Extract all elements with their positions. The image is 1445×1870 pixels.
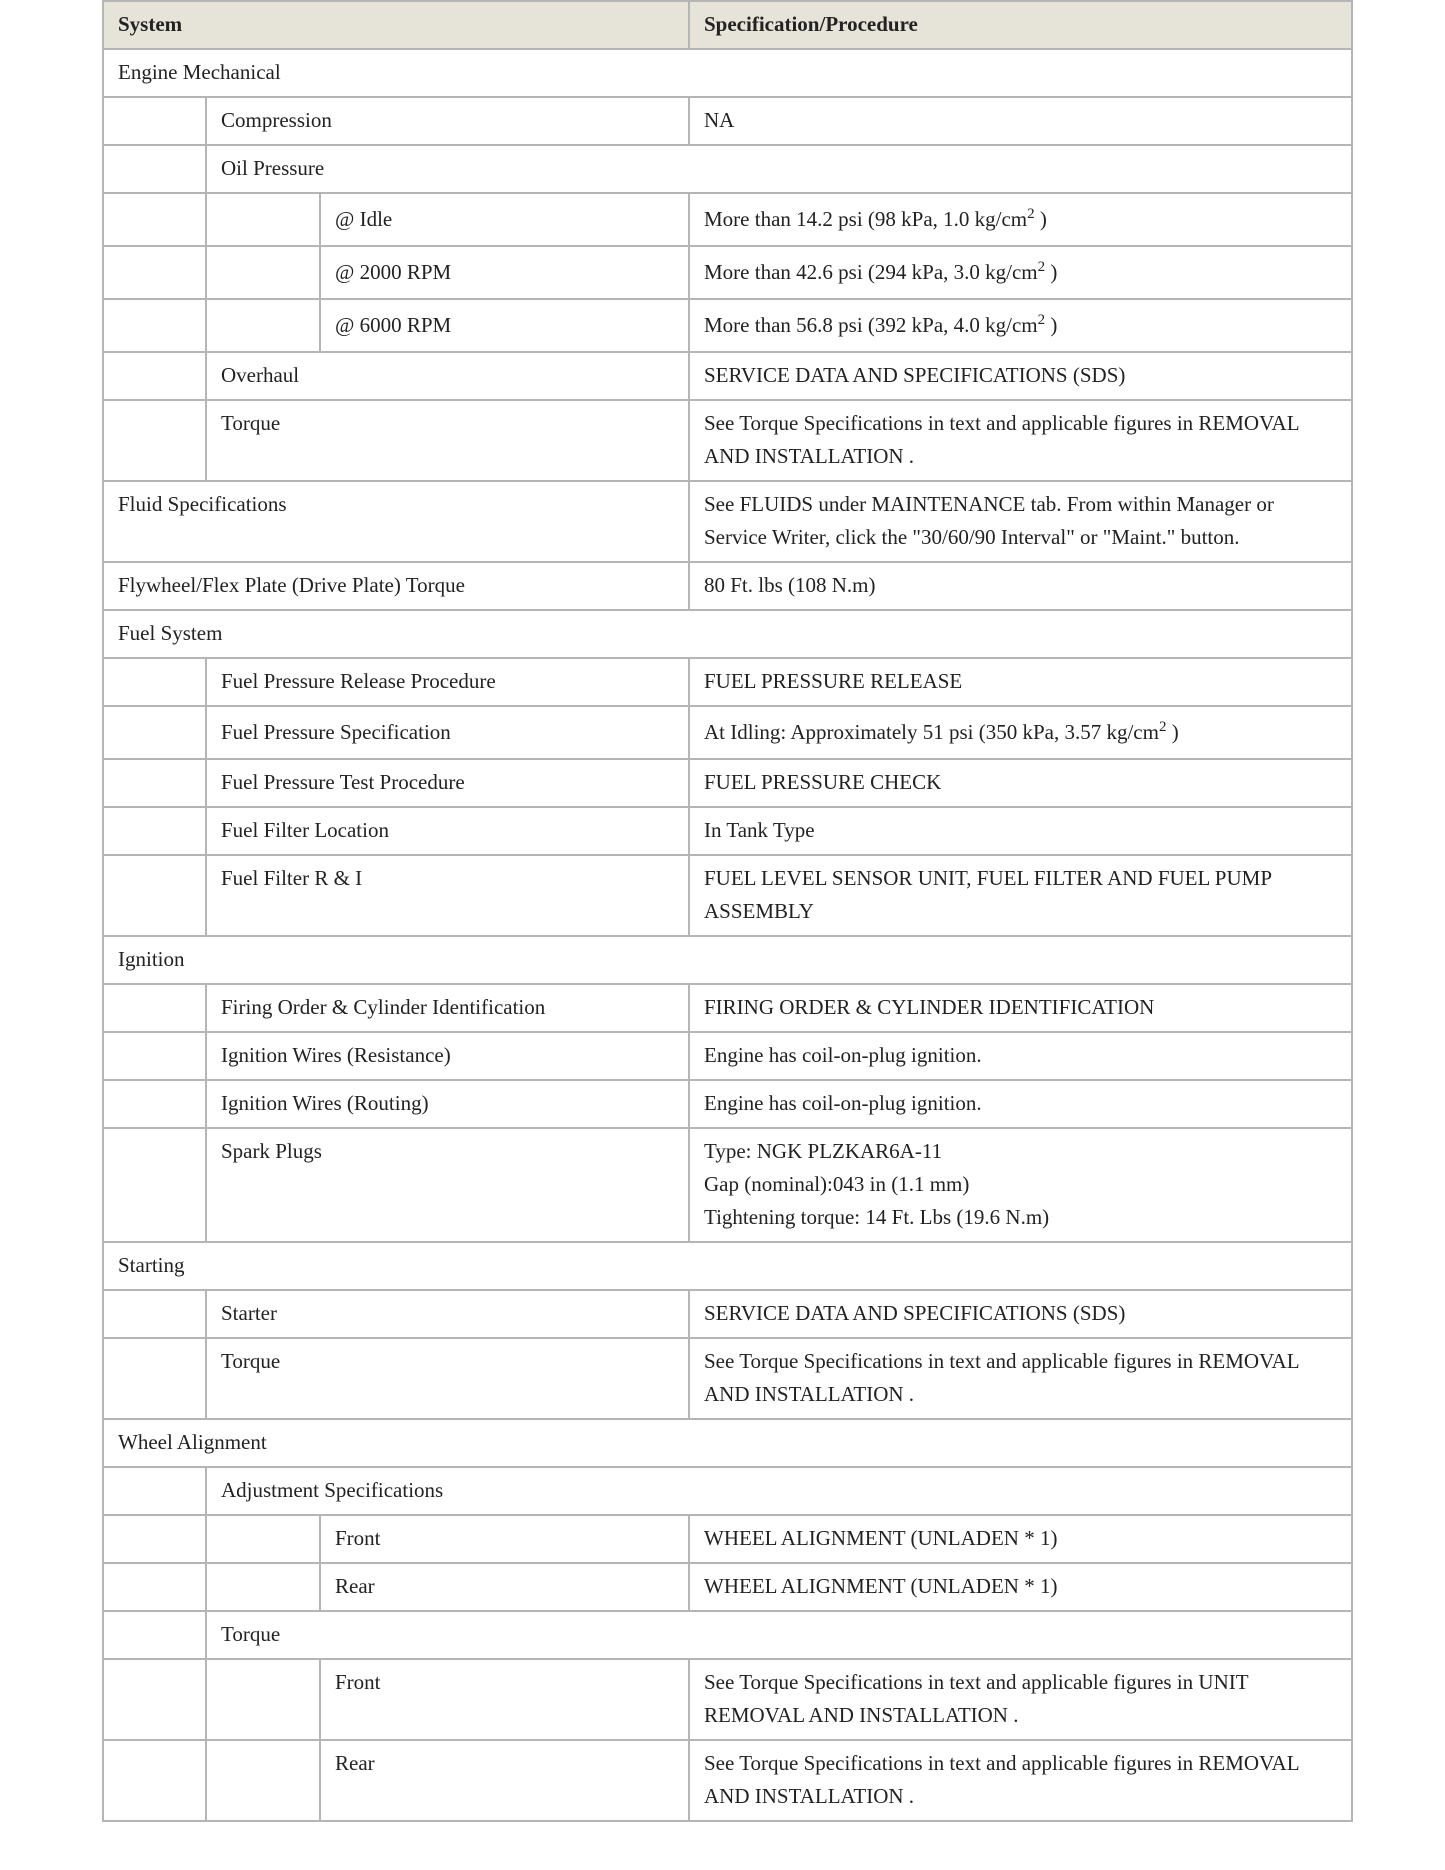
system-label: Fuel Pressure Release Procedure [206, 658, 689, 706]
spec-value: FUEL PRESSURE RELEASE [689, 658, 1352, 706]
spec-superscript: 2 [1037, 259, 1046, 275]
system-label: Overhaul [206, 352, 689, 400]
system-label: Front [320, 1659, 689, 1740]
spec-value: WHEEL ALIGNMENT (UNLADEN * 1) [689, 1515, 1352, 1563]
table-body [103, 49, 1352, 1821]
indent-cell [103, 352, 206, 400]
system-label: Ignition Wires (Routing) [206, 1080, 689, 1128]
table-row [103, 299, 1352, 352]
spec-text-tail: ) [1045, 313, 1058, 337]
indent-cell [103, 1032, 206, 1080]
spec-line: Tightening torque: 14 Ft. Lbs (19.6 N.m) [704, 1205, 1050, 1229]
spec-superscript: 2 [1027, 206, 1035, 222]
spec-superscript: 2 [1037, 312, 1046, 328]
section-label: Oil Pressure [206, 145, 1352, 193]
system-label: Spark Plugs [206, 1128, 689, 1242]
table-row [103, 706, 1352, 759]
spec-value: See Torque Specifications in text and applicable figures in REMOVAL AND INSTALLATION . [689, 1338, 1352, 1419]
table-row [103, 193, 1352, 246]
table-row [103, 400, 1352, 481]
spec-value: FUEL LEVEL SENSOR UNIT, FUEL FILTER AND FUEL PUMP ASSEMBLY [689, 855, 1352, 936]
system-label: @ Idle [320, 193, 689, 246]
spec-text-tail: ) [1166, 720, 1179, 744]
indent-cell [206, 1740, 320, 1821]
system-label: Rear [320, 1740, 689, 1821]
indent-cell [206, 1515, 320, 1563]
spec-value: In Tank Type [689, 807, 1352, 855]
indent-cell [103, 1128, 206, 1242]
table-header-row [103, 1, 1352, 49]
table-row [103, 658, 1352, 706]
spec-value: WHEEL ALIGNMENT (UNLADEN * 1) [689, 1563, 1352, 1611]
indent-cell [103, 97, 206, 145]
section-label: Wheel Alignment [103, 1419, 1352, 1467]
indent-cell [103, 855, 206, 936]
spec-value [689, 299, 1352, 352]
table-row [103, 1563, 1352, 1611]
spec-value: See Torque Specifications in text and applicable figures in REMOVAL AND INSTALLATION . [689, 400, 1352, 481]
indent-cell [103, 400, 206, 481]
table-row [103, 1290, 1352, 1338]
system-label: Front [320, 1515, 689, 1563]
system-label: @ 6000 RPM [320, 299, 689, 352]
spec-superscript: 2 [1158, 719, 1167, 735]
table-row [103, 855, 1352, 936]
indent-cell [103, 1659, 206, 1740]
system-label: Firing Order & Cylinder Identification [206, 984, 689, 1032]
table-row [103, 1515, 1352, 1563]
table-row [103, 1659, 1352, 1740]
section-label: Fuel System [103, 610, 1352, 658]
section-label: Starting [103, 1242, 1352, 1290]
indent-cell [103, 1563, 206, 1611]
table-row [103, 1242, 1352, 1290]
system-label: Compression [206, 97, 689, 145]
table-row [103, 1032, 1352, 1080]
system-label: @ 2000 RPM [320, 246, 689, 299]
section-label: Engine Mechanical [103, 49, 1352, 97]
table-row [103, 807, 1352, 855]
system-label: Torque [206, 1338, 689, 1419]
system-label: Fuel Pressure Test Procedure [206, 759, 689, 807]
table-row [103, 481, 1352, 562]
table-row [103, 145, 1352, 193]
table-row [103, 246, 1352, 299]
system-label: Rear [320, 1563, 689, 1611]
spec-value [689, 706, 1352, 759]
spec-value [689, 193, 1352, 246]
indent-cell [103, 193, 206, 246]
indent-cell [206, 1563, 320, 1611]
indent-cell [206, 193, 320, 246]
spec-value: FUEL PRESSURE CHECK [689, 759, 1352, 807]
table-row [103, 1338, 1352, 1419]
system-label: Fuel Filter Location [206, 807, 689, 855]
table-row [103, 936, 1352, 984]
indent-cell [103, 1515, 206, 1563]
spec-value [689, 1128, 1352, 1242]
spec-text-tail: ) [1034, 207, 1047, 231]
table-row [103, 1128, 1352, 1242]
table-row [103, 562, 1352, 610]
indent-cell [103, 984, 206, 1032]
indent-cell [103, 145, 206, 193]
system-label: Fuel Pressure Specification [206, 706, 689, 759]
indent-cell [103, 246, 206, 299]
section-label: Ignition [103, 936, 1352, 984]
spec-value: See Torque Specifications in text and applicable figures in UNIT REMOVAL AND INSTALLATION . [689, 1659, 1352, 1740]
indent-cell [103, 1740, 206, 1821]
table-row [103, 984, 1352, 1032]
table-row [103, 759, 1352, 807]
indent-cell [206, 1659, 320, 1740]
indent-cell [103, 299, 206, 352]
spec-value: Engine has coil-on-plug ignition. [689, 1032, 1352, 1080]
indent-cell [206, 299, 320, 352]
spec-value: FIRING ORDER & CYLINDER IDENTIFICATION [689, 984, 1352, 1032]
spec-table [102, 0, 1353, 1822]
indent-cell [103, 1080, 206, 1128]
table-row [103, 49, 1352, 97]
spec-text-tail: ) [1045, 260, 1058, 284]
system-label: Flywheel/Flex Plate (Drive Plate) Torque [103, 562, 689, 610]
table-row [103, 352, 1352, 400]
table-row [103, 610, 1352, 658]
spec-line: Gap (nominal):043 in (1.1 mm) [704, 1172, 970, 1196]
indent-cell [206, 246, 320, 299]
system-label: Starter [206, 1290, 689, 1338]
spec-value [689, 246, 1352, 299]
indent-cell [103, 1611, 206, 1659]
spec-text: At Idling: Approximately 51 psi (350 kPa, 3.57 kg/cm [704, 720, 1159, 744]
spec-value: Engine has coil-on-plug ignition. [689, 1080, 1352, 1128]
system-label: Ignition Wires (Resistance) [206, 1032, 689, 1080]
table-row [103, 1419, 1352, 1467]
spec-line: Type: NGK PLZKAR6A-11 [704, 1139, 943, 1163]
spec-value: SERVICE DATA AND SPECIFICATIONS (SDS) [689, 1290, 1352, 1338]
spec-value: See Torque Specifications in text and applicable figures in REMOVAL AND INSTALLATION . [689, 1740, 1352, 1821]
indent-cell [103, 1338, 206, 1419]
spec-value: See FLUIDS under MAINTENANCE tab. From within Manager or Service Writer, click the "30/60/90 Interval" or "Maint." button. [689, 481, 1352, 562]
system-label: Torque [206, 400, 689, 481]
indent-cell [103, 658, 206, 706]
header-spec: Specification/Procedure [689, 1, 1352, 49]
section-label: Adjustment Specifications [206, 1467, 1352, 1515]
indent-cell [103, 706, 206, 759]
table-row [103, 1467, 1352, 1515]
table-row [103, 1611, 1352, 1659]
header-system: System [103, 1, 689, 49]
indent-cell [103, 759, 206, 807]
spec-text: More than 56.8 psi (392 kPa, 4.0 kg/cm [704, 313, 1038, 337]
spec-value: NA [689, 97, 1352, 145]
table-row [103, 97, 1352, 145]
indent-cell [103, 1467, 206, 1515]
indent-cell [103, 807, 206, 855]
table-row [103, 1740, 1352, 1821]
spec-value: SERVICE DATA AND SPECIFICATIONS (SDS) [689, 352, 1352, 400]
system-label: Fuel Filter R & I [206, 855, 689, 936]
table-row [103, 1080, 1352, 1128]
section-label: Torque [206, 1611, 1352, 1659]
spec-value: 80 Ft. lbs (108 N.m) [689, 562, 1352, 610]
system-label: Fluid Specifications [103, 481, 689, 562]
spec-text: More than 42.6 psi (294 kPa, 3.0 kg/cm [704, 260, 1038, 284]
spec-text: More than 14.2 psi (98 kPa, 1.0 kg/cm [704, 207, 1028, 231]
indent-cell [103, 1290, 206, 1338]
